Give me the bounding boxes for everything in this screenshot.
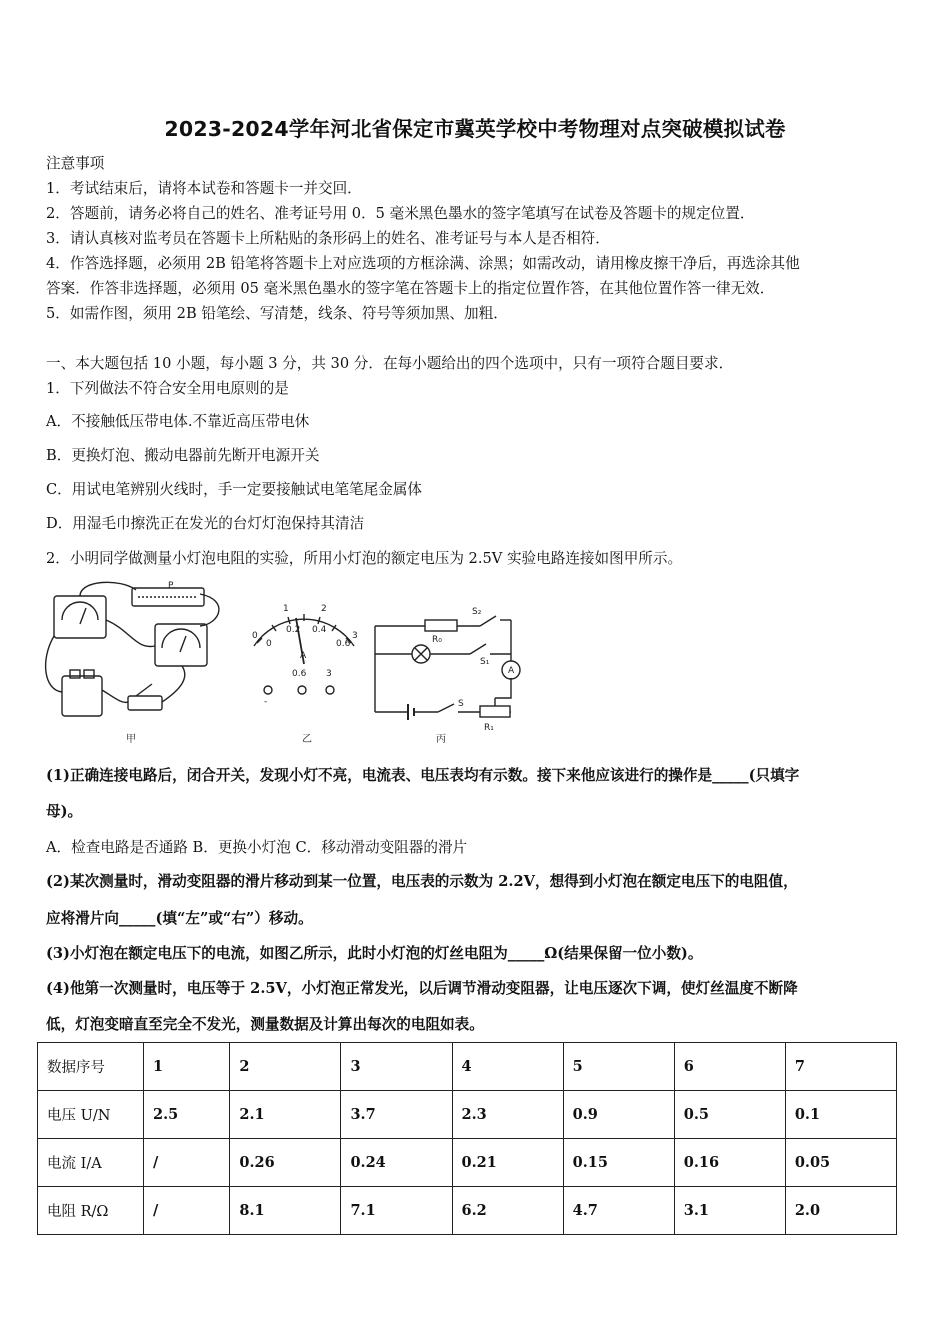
table-cell: / (144, 1139, 230, 1187)
notice-item-3: 3．请认真核对监考员在答题卡上所粘贴的条形码上的姓名、准考证号与本人是否相符． (46, 230, 610, 247)
table-cell: 4 (452, 1043, 563, 1091)
table-cell: 数据序号 (38, 1043, 144, 1091)
table-cell: 3.7 (341, 1091, 452, 1139)
table-cell: 3 (341, 1043, 452, 1091)
terminal-label: - (264, 697, 268, 707)
table-cell: 2.0 (785, 1187, 896, 1235)
table-cell: 7 (785, 1043, 896, 1091)
q2-stem: 2．小明同学做测量小灯泡电阻的实验，所用小灯泡的额定电压为 2.5V 实验电路连接如图甲所示。 (46, 550, 683, 567)
notice-item-4: 4．作答选择题，必须用 2B 铅笔将答题卡上对应选项的方框涂满、涂黑；如需改动，请用橡皮擦干净后，再选涂其他 (46, 255, 800, 272)
circuit-label: P (168, 581, 174, 591)
q2-sub1: (1)正确连接电路后，闭合开关，发现小灯不亮，电流表、电压表均有示数。接下来他应该进行的操作是_____(只填字 (46, 767, 800, 784)
q1-option-d: D．用湿毛巾擦洗正在发光的台灯灯泡保持其清洁 (46, 515, 365, 532)
meter-scale-label: 0 (252, 631, 258, 641)
notice-item-1: 1．考试结束后，请将本试卷和答题卡一并交回． (46, 180, 362, 197)
meter-scale-label: 2 (321, 604, 327, 614)
meter-unit-label: A (300, 651, 307, 661)
table-cell: / (144, 1187, 230, 1235)
table-cell: 8.1 (230, 1187, 341, 1235)
q2-sub4-cont: 低，灯泡变暗直至完全不发光，测量数据及计算出每次的电阻如表。 (46, 1016, 484, 1033)
table-row (38, 1091, 897, 1139)
page-title: 2023-2024学年河北省保定市冀英学校中考物理对点突破模拟试卷 (164, 117, 786, 141)
notice-item-5: 5．如需作图，须用 2B 铅笔绘、写清楚，线条、符号等须加黑、加粗． (46, 305, 508, 322)
notice-heading: 注意事项 (46, 155, 105, 172)
table-cell: 0.24 (341, 1139, 452, 1187)
q2-figure-drawing (40, 580, 530, 750)
table-cell: 0.15 (563, 1139, 674, 1187)
meter-scale-label: 1 (283, 604, 289, 614)
table-cell: 5 (563, 1043, 674, 1091)
table-cell: 4.7 (563, 1187, 674, 1235)
section-heading: 一、本大题包括 10 小题，每小题 3 分，共 30 分．在每小题给出的四个选项中，只有一项符合题目要求． (46, 355, 734, 372)
table-cell: 电阻 R/Ω (38, 1187, 144, 1235)
table-row (38, 1139, 897, 1187)
table-cell: 1 (144, 1043, 230, 1091)
table-cell: 7.1 (341, 1187, 452, 1235)
q1-option-a: A．不接触低压带电体.不靠近高压带电休 (46, 413, 310, 430)
table-cell: 6.2 (452, 1187, 563, 1235)
table-cell: 0.1 (785, 1091, 896, 1139)
resistor-r0 (425, 620, 457, 631)
table-cell: 0.26 (230, 1139, 341, 1187)
table-cell: 2.3 (452, 1091, 563, 1139)
meter-scale-label: 3 (352, 631, 358, 641)
meter-scale-label: 0.4 (312, 625, 327, 635)
table-cell: 0.21 (452, 1139, 563, 1187)
table-row (38, 1187, 897, 1235)
caption-yi: 乙 (302, 734, 312, 745)
q1-stem: 1．下列做法不符合安全用电原则的是 (46, 380, 289, 397)
switch-body (128, 696, 162, 710)
table-cell: 3.1 (674, 1187, 785, 1235)
rheostat-r1 (480, 706, 510, 717)
q2-figure (40, 580, 530, 750)
battery-body (62, 676, 102, 716)
circuit-label: R₁ (484, 723, 494, 733)
caption-bing: 丙 (436, 734, 446, 745)
table-cell: 2.5 (144, 1091, 230, 1139)
table-header-row (38, 1043, 897, 1091)
table-cell: 电压 U/N (38, 1091, 144, 1139)
circuit-label: A (508, 666, 515, 676)
voltmeter-dial (62, 602, 98, 620)
meter-scale-label: 0 (266, 639, 272, 649)
meter-scale-label: 0.2 (286, 625, 301, 635)
table-cell: 6 (674, 1043, 785, 1091)
q2-sub1-options: A．检查电路是否通路 B．更换小灯泡 C．移动滑动变阻器的滑片 (46, 839, 468, 856)
data-table (37, 1042, 897, 1235)
q2-sub3: (3)小灯泡在额定电压下的电流，如图乙所示，此时小灯泡的灯丝电阻为_____Ω(结果保留一位小数)。 (46, 945, 703, 962)
circuit-label: S₁ (480, 657, 490, 667)
circuit-label: S (458, 699, 464, 709)
terminal-label: 3 (326, 669, 332, 679)
circuit-frame (375, 620, 511, 712)
table-cell: 0.16 (674, 1139, 785, 1187)
q2-sub2-cont: 应将滑片向_____(填“左”或“右”）移动。 (46, 910, 313, 927)
q2-sub2: (2)某次测量时，滑动变阻器的滑片移动到某一位置，电压表的示数为 2.2V，想得到小灯泡在额定电压下的电阻值， (46, 873, 798, 890)
caption-jia: 甲 (126, 734, 136, 745)
notice-item-2: 2．答题前，请务必将自己的姓名、准考证号用 0．5 毫米黑色墨水的签字笔填写在试卷及答题卡的规定位置． (46, 205, 755, 222)
meter-scale-label: 0.6 (336, 639, 351, 649)
circuit-label: S₂ (472, 607, 482, 617)
table-cell: 0.05 (785, 1139, 896, 1187)
q2-sub4: (4)他第一次测量时，电压等于 2.5V，小灯泡正常发光，以后调节滑动变阻器，让电压逐次下调，使灯丝温度不断降 (46, 980, 798, 997)
table-cell: 2 (230, 1043, 341, 1091)
terminal-label: 0.6 (292, 669, 307, 679)
q2-sub1-cont: 母)。 (46, 803, 83, 820)
table-cell: 0.5 (674, 1091, 785, 1139)
circuit-label: R₀ (432, 635, 442, 645)
q1-option-c: C．用试电笔辨别火线时，手一定要接触试电笔笔尾金属体 (46, 481, 423, 498)
table-cell: 电流 I/A (38, 1139, 144, 1187)
table-cell: 0.9 (563, 1091, 674, 1139)
table-cell: 2.1 (230, 1091, 341, 1139)
notice-item-4-cont: 答案．作答非选择题，必须用 05 毫米黑色墨水的签字笔在答题卡上的指定位置作答，在其他位置作答一律无效． (46, 280, 775, 297)
q1-option-b: B．更换灯泡、搬动电器前先断开电源开关 (46, 447, 320, 464)
